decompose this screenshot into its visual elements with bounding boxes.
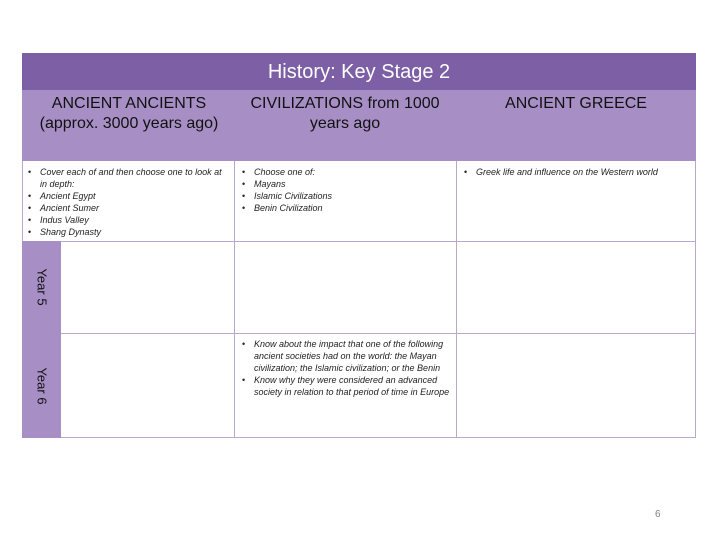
column-heading-civilizations: CIVILIZATIONS from 1000 years ago [234,90,456,161]
list-item: • Benin Civilization [240,202,450,214]
list-item: • Islamic Civilizations [240,190,450,202]
page-title: History: Key Stage 2 [22,53,696,90]
list-item: • Indus Valley [26,214,226,226]
row-label-text: Year 5 [34,268,49,306]
ancient-greece-list [462,166,692,178]
row-label-year-5 [22,241,61,333]
list-item: • Shang Dynasty [26,226,226,238]
list-item: • Mayans [240,178,450,190]
column-divider [234,161,235,438]
list-item: • Cover each of and then choose one to look at in depth: [26,166,226,190]
row-divider [22,333,696,334]
column-heading-ancient-ancients: ANCIENT ANCIENTS (approx. 3000 years ago) [22,90,234,161]
column-heading-ancient-greece: ANCIENT GREECE [456,90,696,161]
ancient-ancients-list [26,166,226,238]
column-divider [456,161,457,438]
year-6-civilizations-list [240,338,454,398]
list-item: • Know about the impact that one of the following ancient societies had on the world: the Mayan civilization; the Islamic civilization; or the Benin [240,338,454,374]
list-item: • Know why they were considered an advanced society in relation to that period of time in Europe [240,374,454,398]
row-divider [22,241,696,242]
list-item: • Choose one of: [240,166,450,178]
page-number: 6 [655,509,661,520]
list-item: • Ancient Egypt [26,190,226,202]
list-item: • Ancient Sumer [26,202,226,214]
list-item: • Greek life and influence on the Western world [462,166,692,178]
row-label-year-6 [22,333,61,438]
civilizations-list [240,166,450,214]
row-label-text: Year 6 [34,366,49,405]
